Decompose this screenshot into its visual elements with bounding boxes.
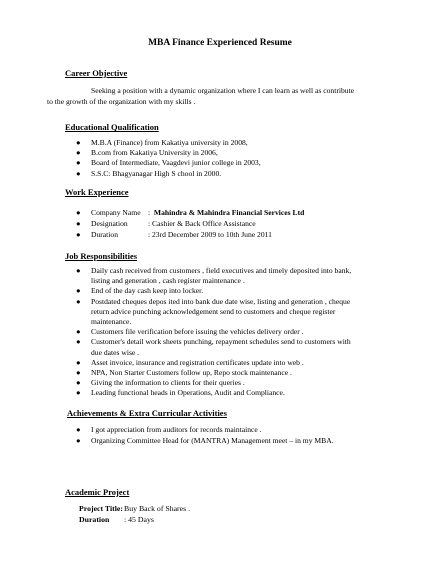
job-responsibilities-heading: Job Responsibilities bbox=[65, 251, 138, 261]
list-item: ● NPA, Non Starter Customers follow up, Repo stock maintenance . bbox=[76, 368, 292, 378]
duration: : 23rd December 2009 to 10th June 2011 bbox=[148, 230, 272, 239]
work-experience-heading: Work Experience bbox=[65, 187, 129, 197]
list-item: ● End of the day cash keep into locker. bbox=[76, 286, 204, 296]
list-item: ● Customer's detail work sheets punching, repayment schedules send to customers with due dates wise . bbox=[76, 337, 351, 357]
list-item: ● Designation : Cashier & Back Office Assistance bbox=[76, 219, 256, 228]
list-item: ● Postdated cheques depos ited into bank due date wise, listing and generation , cheque return advice punching acknowledgement send to customers and cheque register maintenance. bbox=[76, 296, 351, 327]
bullet-icon: ● bbox=[76, 388, 81, 398]
bullet-icon: ● bbox=[76, 138, 81, 147]
education-heading: Educational Qualification bbox=[65, 122, 159, 132]
project-title: Buy Back of Shares . bbox=[124, 504, 191, 513]
list-item: ● I got appreciation from auditors for records maintaince . bbox=[76, 425, 262, 434]
bullet-icon: ● bbox=[76, 168, 81, 178]
list-item: ● M.B.A (Finance) from Kakatiya university in 2008, bbox=[76, 138, 248, 147]
bullet-icon: ● bbox=[76, 425, 81, 434]
list-item: ● Board of Intermediate, Vaagdevi junior college in 2003, bbox=[76, 158, 261, 168]
project-duration: : 45 Days bbox=[124, 515, 154, 524]
list-item: ● Duration : 23rd December 2009 to 10th June 2011 bbox=[76, 230, 272, 239]
bullet-icon: ● bbox=[76, 327, 81, 337]
bullet-icon: ● bbox=[76, 219, 81, 228]
designation: Cashier & Back Office Assistance bbox=[152, 219, 256, 228]
list-item: ● Giving the information to clients for their queries . bbox=[76, 378, 245, 388]
bullet-icon: ● bbox=[76, 286, 81, 296]
list-item: ● Daily cash received from customers , field executives and timely deposited into bank, listing and generation , cash register maintenance . bbox=[76, 266, 352, 286]
list-item: ● Company Name : Mahindra & Mahindra Financial Services Ltd bbox=[76, 208, 305, 217]
resume-title: MBA Finance Experienced Resume bbox=[148, 38, 292, 48]
bullet-icon: ● bbox=[76, 148, 81, 158]
job-responsibilities-list bbox=[65, 266, 415, 399]
list-item: ● B.com from Kakatiya University in 2006, bbox=[76, 148, 218, 158]
career-objective-heading: Career Objective bbox=[65, 68, 128, 78]
bullet-icon: ● bbox=[76, 158, 81, 168]
academic-project-heading: Academic Project bbox=[65, 487, 130, 497]
bullet-icon: ● bbox=[76, 436, 81, 445]
list-item: ● S.S.C: Bhagyanagar High S chool in 2000. bbox=[76, 168, 222, 178]
bullet-icon: ● bbox=[76, 296, 81, 306]
list-item: ● Leading functional heads in Operations, Audit and Compliance. bbox=[76, 388, 285, 398]
project-duration-row: Duration : 45 Days bbox=[79, 515, 154, 524]
achievements-heading: Achievements & Extra Curricular Activities bbox=[67, 408, 227, 418]
career-objective-line-2: to the growth of the organization with my skills . bbox=[47, 97, 196, 106]
bullet-icon: ● bbox=[76, 337, 81, 347]
education-list bbox=[65, 138, 405, 179]
bullet-icon: ● bbox=[76, 208, 81, 217]
career-objective-line-1: Seeking a position with a dynamic organization where I can learn as well as contribute bbox=[91, 86, 355, 95]
list-item: ● Asset invoice, insurance and registration certificates update into web . bbox=[76, 357, 304, 367]
achievements-list bbox=[65, 424, 415, 446]
project-title-row: Project Title:Buy Back of Shares . bbox=[79, 504, 191, 513]
list-item: ● Organizing Committee Head for (MANTRA) Management meet – in my MBA. bbox=[76, 436, 334, 445]
company-name: Mahindra & Mahindra Financial Services Ltd bbox=[153, 208, 305, 217]
bullet-icon: ● bbox=[76, 230, 81, 239]
bullet-icon: ● bbox=[76, 266, 81, 275]
bullet-icon: ● bbox=[76, 378, 81, 388]
bullet-icon: ● bbox=[76, 357, 81, 367]
list-item: ● Customers file verification before issuing the vehicles delivery order . bbox=[76, 327, 304, 337]
bullet-icon: ● bbox=[76, 368, 81, 378]
work-experience-list bbox=[65, 207, 415, 240]
